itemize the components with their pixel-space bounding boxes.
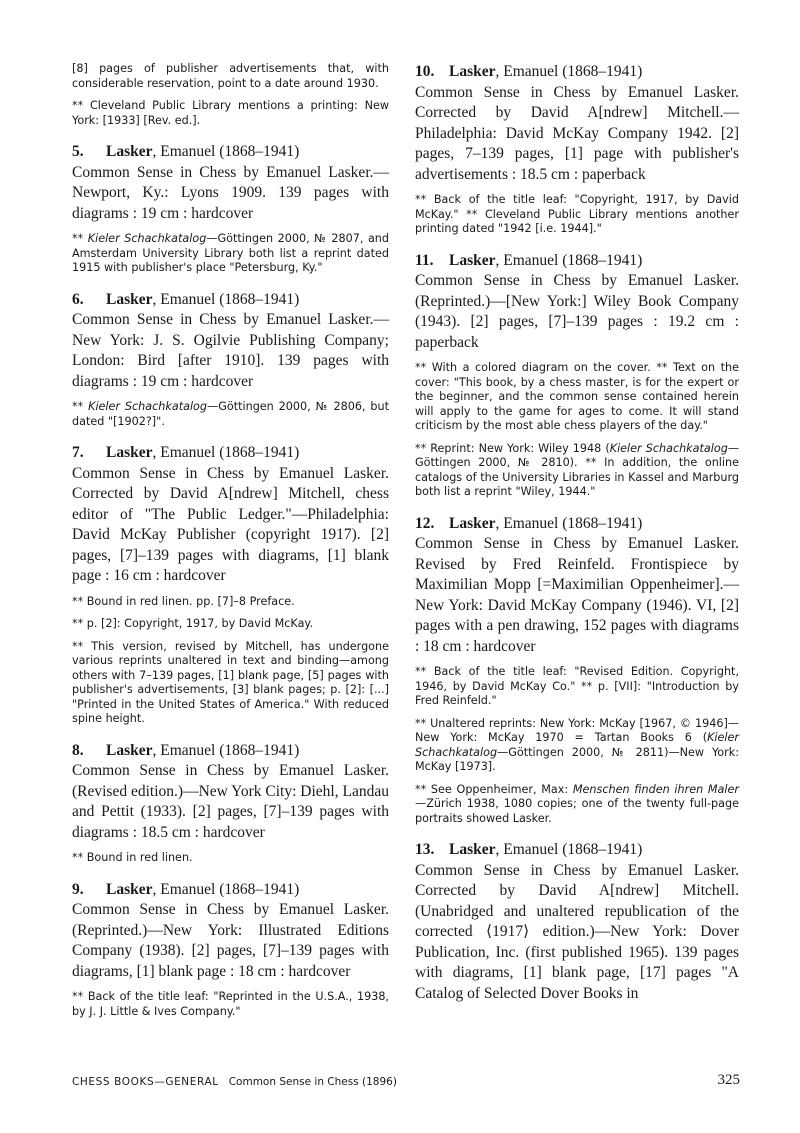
entry-note: ** This version, revised by Mitchell, has undergone various reprints unaltered in text and binding—among others with 7–139 pages, [1] blank page, [5] pages with publisher's advertisements, [3] blank pages; p. [2]: [...] "Printed in the United States of America." With reduced spine height. (72, 639, 389, 725)
page-number: 325 (717, 1072, 740, 1088)
entry-author: Lasker (106, 143, 153, 160)
note: ** Cleveland Public Library mentions a printing: New York: [1933] [Rev. ed.]. (72, 99, 389, 127)
catalog-entry-7 (72, 443, 389, 727)
entry-author: Lasker (449, 251, 496, 269)
entry-dates: , Emanuel (1868–1941) (152, 444, 300, 461)
entry-note: ** Reprint: New York: Wiley 1948 (Kieler Schachkatalog—Göttingen 2000, № 2810). ** In addition, the online catalogs of the University Libraries in Kassel and Marburg both list a reprint "Wiley, 1944." (415, 441, 739, 498)
entry-note: ** Kieler Schachkatalog—Göttingen 2000, № 2807, and Amsterdam University Library both list a reprint dated 1915 with publisher's place "Petersburg, Ky." (72, 232, 389, 274)
right-column (415, 62, 739, 1012)
entry-number: 6. (72, 290, 84, 308)
entry-dates: , Emanuel (1868–1941) (495, 251, 643, 269)
entry-dates: , Emanuel (1868–1941) (495, 63, 643, 80)
entry-description: Common Sense in Chess by Emanuel Lasker. (Reprinted.)—New York: Illustrated Editions Company (1938). [2] pages, [7]–139 pages with diagrams, [1] blank page : 18 cm : hardcover (72, 901, 389, 980)
entry-dates: , Emanuel (1868–1941) (495, 841, 643, 858)
entry-number: 13. (415, 841, 435, 858)
entry-heading (72, 880, 389, 901)
entry-author: Lasker (106, 290, 153, 308)
entry-dates: , Emanuel (1868–1941) (495, 514, 643, 532)
entry-note: ** Back of the title leaf: "Revised Edition. Copyright, 1946, by David McKay Co." ** p. [VII]: "Introduction by Fred Reinfeld." (415, 665, 739, 707)
entry-description: Common Sense in Chess by Emanuel Lasker.—Newport, Ky.: Lyons 1909. 139 pages with diagrams : 19 cm : hardcover (72, 163, 389, 222)
entry-note: ** See Oppenheimer, Max: Menschen finden ihren Maler—Zürich 1938, 1080 copies; one of the twenty full-page portraits showed Lasker. (415, 782, 739, 825)
entry-number: 5. (72, 143, 84, 160)
entry-number: 12. (415, 514, 435, 532)
entry-number: 11. (415, 251, 434, 269)
left-column (72, 62, 389, 1027)
entry-description: Common Sense in Chess by Emanuel Lasker. Revised by Fred Reinfeld. Frontispiece by Maximilian Mopp [=Maximilian Oppenheimer].—New York: David McKay Company (1946). VI, [2] pages with a pen drawing, 152 pages with diagrams : 18 cm : hardcover (415, 535, 739, 655)
entry-number: 7. (72, 444, 84, 461)
entry-dates: , Emanuel (1868–1941) (152, 143, 300, 160)
entry-note: ** p. [2]: Copyright, 1917, by David McKay. (72, 617, 314, 630)
entry-author: Lasker (449, 514, 496, 532)
entry-heading (72, 290, 389, 311)
page-footer (72, 1072, 740, 1089)
entry-author: Lasker (106, 741, 153, 759)
entry-note: ** Bound in red linen. (72, 851, 193, 864)
entry-heading (415, 514, 739, 535)
entry-note: ** Back of the title leaf: "Reprinted in the U.S.A., 1938, by J. J. Little & Ives Company." (72, 990, 389, 1018)
entry-note: ** Kieler Schachkatalog—Göttingen 2000, № 2806, but dated "[1902?]". (72, 400, 390, 428)
entry-number: 8. (72, 741, 84, 759)
entry-dates: , Emanuel (1868–1941) (152, 290, 300, 308)
entry-dates: , Emanuel (1868–1941) (152, 880, 300, 898)
catalog-entry-10 (415, 62, 739, 237)
entry-heading (72, 741, 389, 762)
catalog-entry-11 (415, 251, 739, 500)
entry-number: 10. (415, 63, 435, 80)
catalog-entry-9 (72, 880, 389, 1020)
entry-description: Common Sense in Chess by Emanuel Lasker. (Revised edition.)—New York City: Diehl, Landau and Pettit (1933). [2] pages, [7]–139 pages with diagrams : 18.5 cm : hardcover (72, 762, 389, 841)
entry-description: Common Sense in Chess by Emanuel Lasker. Corrected by David A[ndrew] Mitchell.—Philadelphia: David McKay Company 1942. [2] pages, 7–139 pages, [1] page with publisher's advertisements : 18.5 cm : paperback (415, 83, 739, 183)
entry-description: Common Sense in Chess by Emanuel Lasker. Corrected by David A[ndrew] Mitchell, chess editor of "The Public Ledger."—Philadelphia: David McKay Publisher (copyright 1917). [2] pages, [7]–139 pages with diagrams, [1] blank page : 16 cm : hardcover (72, 464, 389, 584)
entry-heading (415, 62, 739, 83)
footer-title: Common Sense in Chess (1896) (228, 1076, 397, 1088)
entry-heading (72, 443, 389, 464)
entry-author: Lasker (106, 880, 153, 898)
entry-description: Common Sense in Chess by Emanuel Lasker. (Reprinted.)—[New York:] Wiley Book Company (1943). [2] pages, [7]–139 pages : 19.2 cm : paperback (415, 272, 739, 351)
entry-heading (415, 251, 739, 272)
entry-description: Common Sense in Chess by Emanuel Lasker. Corrected by David A[ndrew] Mitchell. (Unabridged and unaltered republication of the corrected ⟨1917⟩ edition.)—New York: Dover Publication, Inc. (first published 1965). 139 pages with diagrams, [1] blank page, [17] pages "A Catalog of Selected Dover Books in (415, 861, 739, 1002)
entry-note: ** Back of the title leaf: "Copyright, 1917, by David McKay." ** Cleveland Public Library mentions another printing dated "1942 [i.e. 1944]." (415, 193, 739, 235)
entry-heading (72, 142, 389, 163)
footer-section-label: CHESS BOOKS—GENERAL (72, 1076, 219, 1088)
catalog-entry-5 (72, 142, 389, 276)
catalog-entry-13 (415, 840, 739, 1004)
entry-author: Lasker (106, 444, 153, 461)
catalog-entry-6 (72, 290, 389, 430)
entry-description: Common Sense in Chess by Emanuel Lasker.—New York: J. S. Ogilvie Publishing Company; London: Bird [after 1910]. 139 pages with diagrams : 19 cm : hardcover (72, 311, 389, 390)
entry-number: 9. (72, 880, 84, 898)
entry-note: ** With a colored diagram on the cover. ** Text on the cover: "This book, by a chess master, is for the expert or the beginner, and the common sense contained herein will apply to the game for ages to come. It will stand criticism by the most able chess players of the day." (415, 361, 739, 432)
entry-author: Lasker (449, 841, 496, 858)
catalog-entry-8 (72, 741, 389, 866)
entry-author: Lasker (449, 63, 496, 80)
entry-note: ** Unaltered reprints: New York: McKay [1967, © 1946]—New York: McKay 1970 = Tartan Books 6 (Kieler Schachkatalog—Göttingen 2000, № 2811)—New York: McKay [1973]. (415, 716, 739, 773)
catalog-entry-12 (415, 514, 739, 827)
entry-heading (415, 840, 739, 861)
note: [8] pages of publisher advertisements that, with considerable reservation, point to a date around 1930. (72, 62, 389, 90)
entry-dates: , Emanuel (1868–1941) (152, 741, 300, 759)
entry-note: ** Bound in red linen. pp. [7]–8 Preface. (72, 594, 295, 608)
